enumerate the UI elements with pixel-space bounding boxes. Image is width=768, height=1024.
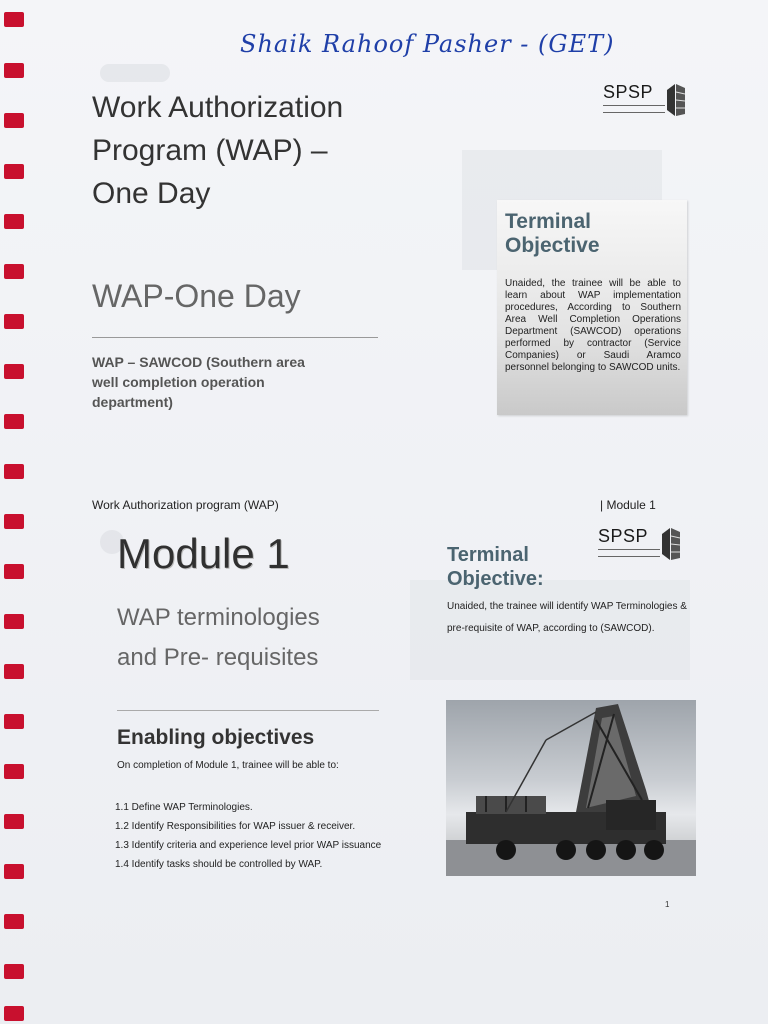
handwritten-name: Shaik Rahoof Pasher - (GET) [240,30,615,58]
slide2-header-left: Work Authorization program (WAP) [92,498,279,512]
title-line: One Day [92,177,211,210]
drilling-rig-illustration [446,700,696,876]
logo-text: SPSP [598,526,649,546]
binding-hole [4,364,24,379]
binding-hole [4,714,24,729]
objective-title-line: Terminal [505,210,591,233]
objective-title-line: Objective [505,234,600,257]
divider [117,710,379,711]
terminal-objective-heading [447,543,544,591]
binding-hole [4,814,24,829]
enabling-intro: On completion of Module 1, trainee will be able to: [117,760,339,771]
terminal-heading-line: Objective: [447,568,544,590]
slide1-description: WAP – SAWCOD (Southern area well completion operation department) [92,354,305,410]
title-line: Work Authorization [92,91,344,124]
module-subtitle-line: WAP terminologies [117,604,320,631]
binding-hole [4,414,24,429]
page-number: 1 [665,900,670,909]
binding-hole [4,914,24,929]
slide1-subtitle: WAP-One Day [92,278,301,314]
enabling-objectives-title: Enabling objectives [117,726,315,749]
objectives-list [115,798,381,874]
module-title: Module 1 [117,530,290,577]
objective-text: Unaided, the trainee will be able to learn about WAP implementation procedures, According to Southern Area Well Completion Operations Department (SAWCOD) operations performed by contractor (Service Companies) or Saudi Aramco personnel belonging to SAWCOD units. [505,278,681,373]
terminal-heading-line: Terminal [447,544,529,566]
terminal-objective-text: Unaided, the trainee will identify WAP Terminologies & pre-requisite of WAP, according to (SAWCOD). [447,601,687,634]
logo-mark-icon [665,80,687,120]
binding-hole [4,314,24,329]
binding-hole [4,964,24,979]
list-item: 1.3 Identify criteria and experience level prior WAP issuance [115,840,382,851]
objective-title [505,210,675,258]
binding-hole [4,264,24,279]
logo-underline [598,549,660,557]
binding-hole [4,664,24,679]
title-line: Program (WAP) – [92,134,328,167]
spsp-logo [603,80,689,122]
binding-hole [4,1006,24,1021]
list-item: 1.2 Identify Responsibilities for WAP issuer & receiver. [115,821,356,832]
terminal-objective-box [497,200,687,415]
binding-hole [4,12,24,27]
list-item: 1.4 Identify tasks should be controlled by WAP. [115,859,323,870]
logo-underline [603,105,665,113]
rig-photo [446,700,696,876]
binding-hole [4,464,24,479]
binding-hole [4,164,24,179]
module-subtitle [117,598,417,678]
module-subtitle-line: and Pre- requisites [117,644,319,671]
binding-hole [4,214,24,229]
list-item: 1.1 Define WAP Terminologies. [115,802,253,813]
logo-text: SPSP [603,82,654,102]
binding-hole [4,614,24,629]
binding-hole [4,764,24,779]
slide1-title [92,86,472,215]
binding-hole [4,113,24,128]
binding-hole [4,63,24,78]
binding-hole [4,864,24,879]
divider [92,337,378,338]
binding-hole [4,564,24,579]
logo-mark-icon [660,524,682,564]
bleed-through-mark [100,64,170,82]
spsp-logo [598,524,684,566]
spiral-binding [0,0,30,1024]
slide2-header-right: | Module 1 [600,498,656,512]
binding-hole [4,514,24,529]
